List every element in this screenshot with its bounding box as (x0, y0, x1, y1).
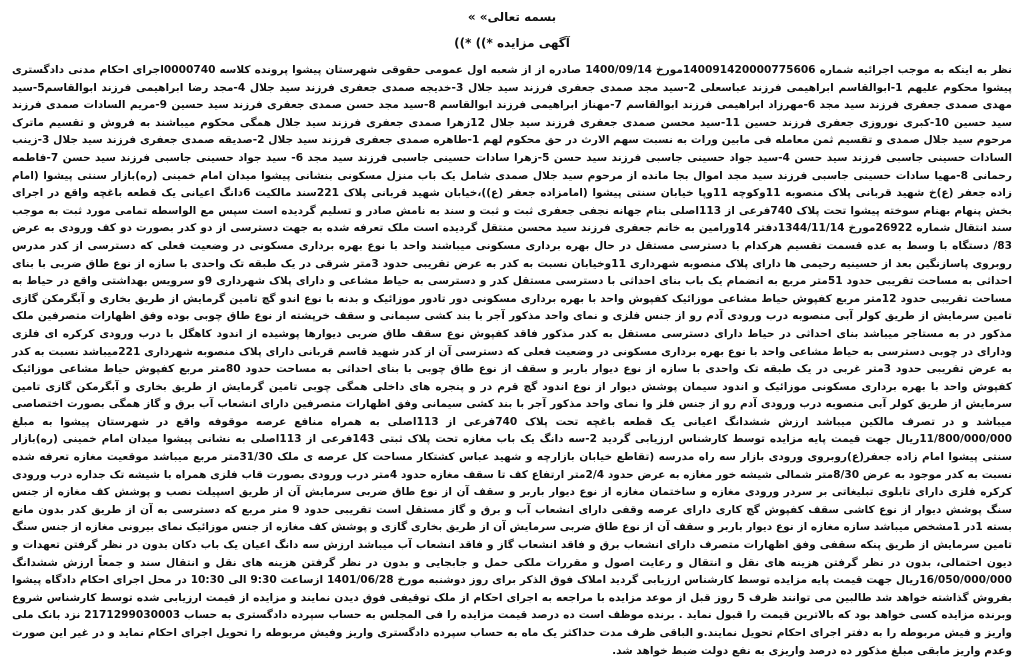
notice-body: نظر به اینکه به موجب اجرائیه شماره 140091420000775606مورخ 1400/09/14 صادره از از شعبه اول عمومی حقوقی شهرستان پیشوا پرونده کلاسه 0000740اجرای احکام مدنی دادگستری پیشوا محکوم علیهم 1-ابوالقاسم ابراهیمی فرزند عباسعلی 2-سید مجد صمدی جعفری فرزند سید جلال 3-خدیجه صمدی جعفری فرزند سید جلال 4-مجد رضا ابراهیمی فرزند ابوالقاسم5-سید مهدی صمدی جعفری فرزند سید مجد 6-مهرزاد ابراهیمی فرزند ابوالقاسم 7-مهناز ابراهیمی فرزند ابوالقاسم 8-سید مجد حسن صمدی جعفری فرزند سید حسین 9-مریم السادات صمدی فرزند سید حسین 10-کبری نوروزی جعفری فرزند حسین 11-سید محسن صمدی جعفری فرزند سید جلال 12زهرا صمدی جعفری فرزند سید جلال همگی محکوم میباشند به فروش و تقسیم ماترک مرحوم سید جلال صمدی و تقسیم ثمن معامله فی مابین ورات به نسبت سهم الارث در حق محکوم لهم 1-طاهره صمدی جعفری فرزند سید جلال 2-صدیقه صمدی جعفری فرزند سید جلال 3-زینب السادات حسینی جاسبی فرزند سید حسن 4-سید جواد حسینی جاسبی فرزند سید حسن 5-زهرا سادات حسینی جاسبی فرزند سید مجد 6- سید جواد حسینی جاسبی فرزند سید حسن 7-فاطمه رحمانی 8-مهیا سادات حسینی جاسبی فرزند سید مجد اموال بجا مانده از مرحوم سید جلال صمدی شامل یک باب منزل مسکونی بنشانی پیشوا میدان امام خمینی (ره)بازار سنتی پیشوا (امام زاده جعفر (ع)خ شهید قربانی پلاک منصوبه 11وکوچه 11وپا خیابان سنتی پیشوا (امامزاده جعفر (ع))،خیابان شهید قربانی پلاک 221سند مالکیت 6دانگ اعیانی یک قطعه باغچه واقع در اجرای بخش پنهام بهنام سوخته پیشوا تحت پلاک 740فرعی از 113اصلی بنام جهانه نجفی جعفری ثبت و ثبت و سند به نامش صادر و تسلیم گردیده است سپس مع الواسطه تمامی مورد ثبت به موجب سند انتقال شماره 26922مورخ 1344/11/14دفتر 14ورامین به خانم جعفری فرزند سید محسن منتقل گردیده است ملک تعرفه شده به جهت دسترسی از دو کدر بصورت دو کف ورودی به عرض 83/ دستگاه با وسط به عده قسمت تقسیم هرکدام با دسترسی مستقل در حال بهره برداری مسکونی میباشند واحد با نوع بهره برداری مسکونی در وضعیت فعلی که دسترسی از کدر مدرس روبروی پاسازنگین بعد از حسینیه رحیمی ها دارای پلاک منصوبه شهرداری 11وخیابان نسبت به کدر به عرض تقریبی حدود 3متر شرقی در یک طبقه تک واحدی با سازه از نوع طاق ضربی با بنای احداثی به مساحت تقریبی حدود 51متر مربع به انضمام یک باب بنای احداثی با دسترسی مستقل کدر و دسترسی به حیاط مشاعی و دارای پلاک شهرداری 9و سرویس بهداشتی واقع در حیاط به مساحت تقریبی حدود 12متر مربع کفپوش حیاط مشاعی موزائیک کفپوش واحد با بهره برداری مسکونی دور تادور موزائیک و بدنه با نوع اندو گچ تامین گرمایش از طریق بخاری و آبگرمکن گازی تامین سرمایش از طریق کولر آبی منصوبه درب ورودی آدم رو از جنس فلزی و نمای واحد مذکور آجر با بند کشی سیمانی و سقف خرپشته از نوع طاق چوبی بوده وفق اظهارات متصرفین ملک مذکور در به مستاجر میباشد بنای احداثی در حیاط دارای دسترسی مستقل به کدر مذکور فاقد کفپوش نوع سقف طاق ضربی دیوارها پوشیده از اندود کاهگل با درب ورودی کرکره ای فلزی ودارای در چوبی دسترسی به حیاط مشاعی واحد با نوع بهره برداری مسکونی در وضعیت فعلی که دسترسی آن از کدر شهید قاسم قربانی دارای پلاک منصوبه شهرداری 221میباشد نسبت به کدر به عرض تقریبی حدود 3متر غربی در یک طبقه تک واحدی با سازه از نوع دیوار باربر و سقف از نوع طاق چوبی با بنای احداثی به مساحت حدود 80متر مربع کفپوش حیاط مشاعی موزائیک کفپوش واحد با بهره برداری مسکونی موزائیک و اندود سیمان پوشش دیوار از نوع اندود گچ قرم در و پنجره های داخلی همگی چوبی تامین گرمایش از طریق بخاری و آبگرمکن گازی تامین سرمایش از طریق کولر آبی منصوبه درب ورودی آدم رو از جنس فلز وا نمای واحد مذکور آجر با بند کشی سیمانی وفق اظهارات متصرفین دارای انشعاب آب برق و گاز همگی بصورت اختصاصی میباشد و در تصرف مالکین میباشد ارزش ششدانگ اعیانی یک قطعه باغچه تحت پلاک 740فرعی از 113اصلی به همراه منافع عرصه موقوفه واقع در شهرستان پیشوا به مبلغ 11/800/000/000ریال جهت قیمت پایه مزایده توسط کارشناس ارزیابی گردید 2-سه دانگ یک باب مغازه تحت پلاک ثبتی 143فرعی از 113اصلی به نشانی پیشوا میدان امام خمینی (ره)بازار سنتی پیشوا امام زاده جعفر(ع)روبروی ورودی بازار سه راه مدرسه (تقاطع خیابان بازارچه و شهید عباس کشتکار مساحت کل عرصه ی ملک 31/30متر مربع میباشد موقعیت مغازه تعرفه شده نسبت به کدر موجود به عرض 8/30متر شمالی شیشه خور مغازه به عرض حدود 2/4متر ارتفاع کف تا سقف مغازه حدود 4متر درب ورودی بصورت قاب فلزی همراه با شیشه تک جداره درب ورودی کرکره فلزی دارای تابلوی تبلیغاتی بر سردر ورودی مغازه و ساختمان مغازه از نوع دیوار باربر و سقف آن از نوع طاق ضربی سرمایش آن از طریق اسپیلت نصب و پوشش کف مغازه از جنس سنگ پوشش دیوار از نوع کاشی سقف کفپوش گچ کاری دارای عرصه وقفی دارای انشعاب آب و برق و گاز مستقل است تقریبی حدود 9 متر مربع که دسترسی به آن از طریق کدر بدون مانع بسته 1در 1مشخص میباشد سازه مغازه از نوع دیوار باربر و سقف آن از نوع طاق ضربی سرمایش آن از طریق بخاری گازی و پوشش کف مغازه از جنس موزائیک نمای بیرونی مغازه از جنس سنگ تامین سرمایش از طریق پنکه سقفی وفق اظهارات متصرف دارای انشعاب برق و فاقد انشعاب گاز و فاقد انشعاب آب میباشد ارزش سه دانگ اعیان یک باب دکان بدون در نظر گرفتن تعهدات و دیون احتمالی، بدون در نظر گرفتن هزینه های نقل و انتقال و رعایت اصول و مقررات ملکی حمل و جابجایی و بدون در نظر گرفتن هزینه های نقل و انتقال سند و جمعاً ارزش ششدانگ 16/050/000/000ریال جهت قیمت پایه مزایده توسط کارشناس ارزیابی گردید املاک فوق الذکر برای روز دوشنبه مورخ 1401/06/28 ازساعت 9:30 الی 10:30 در محل اجرای احکام دادگاه پیشوا بفروش گذاشته خواهد شد طالبین می توانند ظرف 5 روز قبل از موعد مزایده با مراجعه به اجرای احکام از ملک توقیفی فوق دیدن نمایند و مزایده از قیمت ارزیابی شده توسط کارشناس شروع وبرنده مزایده کسی خواهد بود که بالاترین قیمت را قبول نماید . برنده موظف است ده درصد قیمت مزایده را فی المجلس به حساب سپرده دادگستری به حساب 2171299030003 نزد بانک ملی واریز و فیش مربوطه را به دفتر اجرای احکام تحویل نمایند.و الباقی ظرف مدت حداکثر یک ماه به حساب سپرده دادگستری واریز وفیش مربوطه را تحویل اجرای احکام نماید و در غیر این صورت وعدم واریز مابقی مبلغ مذکور ده درصد واریزی به نفع دولت ضبط خواهد شد. (12, 64, 1013, 657)
header-bismillah: بسمه تعالی» » (467, 10, 557, 24)
header-auction-title: آگهی مزایده *)) *)) (454, 36, 570, 50)
notice-header (12, 8, 1012, 52)
